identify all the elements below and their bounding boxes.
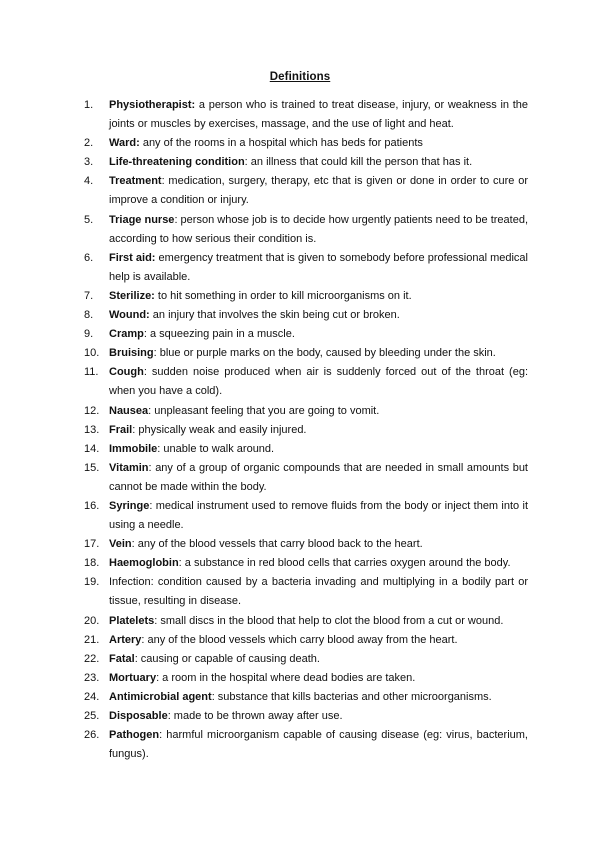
definition-item: [84, 688, 528, 707]
definition-number: 17.: [84, 538, 100, 551]
definition-item: [84, 631, 528, 650]
definition-term: Mortuary: [109, 671, 157, 684]
definition-item: [84, 211, 528, 249]
definition-term: Frail: [109, 423, 133, 436]
definition-item: [84, 96, 528, 134]
definition-term: Haemoglobin: [109, 557, 179, 570]
definition-item: [84, 535, 528, 554]
definitions-list: [84, 96, 528, 764]
definition-text: : a room in the hospital where dead bodies are taken.: [156, 671, 416, 684]
definition-term: Antimicrobial agent: [109, 690, 212, 703]
definition-item: [84, 459, 528, 497]
definition-term: Infection:: [109, 576, 154, 589]
definition-term: Ward:: [109, 137, 140, 150]
definition-number: 11.: [84, 366, 99, 379]
definition-term: Syringe: [109, 499, 150, 512]
definition-number: 9.: [84, 328, 94, 341]
definition-text: : substance that kills bacterias and other microorganisms.: [211, 690, 492, 703]
definition-item: [84, 249, 528, 287]
definition-text: : harmful microorganism capable of causing disease (eg: virus, bacterium, fungus).: [109, 729, 528, 761]
definition-number: 5.: [84, 213, 94, 226]
definition-number: 19.: [84, 576, 100, 589]
definition-number: 20.: [84, 614, 100, 627]
definition-text: : sudden noise produced when air is suddenly forced out of the throat (eg: when you have a cold).: [109, 366, 528, 398]
definition-item: [84, 669, 528, 688]
definition-item: [84, 440, 528, 459]
definition-term: Vein: [109, 538, 132, 551]
definition-term: Pathogen: [109, 729, 160, 742]
definition-number: 10.: [84, 347, 100, 360]
definition-number: 24.: [84, 690, 100, 703]
definition-item: [84, 325, 528, 344]
definition-term: Bruising: [109, 347, 154, 360]
definition-text: : person whose job is to decide how urgently patients need to be treated, according to how serious their condition is.: [109, 213, 529, 245]
definition-item: [84, 650, 528, 669]
definition-text: any of the rooms in a hospital which has beds for patients: [139, 137, 423, 150]
definition-text: emergency treatment that is given to somebody before professional medical help is available.: [109, 251, 528, 283]
definition-number: 26.: [84, 729, 100, 742]
definition-term: Vitamin: [109, 461, 149, 474]
definition-term: Artery: [109, 633, 142, 646]
definition-number: 16.: [84, 499, 100, 512]
definition-number: 3.: [84, 156, 94, 169]
definition-number: 12.: [84, 404, 100, 417]
definition-term: Life-threatening condition: [109, 156, 245, 169]
definition-item: [84, 287, 528, 306]
definition-item: [84, 172, 528, 210]
definition-term: Fatal: [109, 652, 135, 665]
definition-item: [84, 306, 528, 325]
definition-item: [84, 573, 528, 611]
definition-item: [84, 344, 528, 363]
definition-term: First aid:: [109, 251, 156, 264]
definition-number: 1.: [84, 99, 94, 111]
definition-text: : unpleasant feeling that you are going to vomit.: [148, 404, 380, 417]
definition-item: [84, 363, 528, 401]
definition-text: : blue or purple marks on the body, caused by bleeding under the skin.: [153, 347, 496, 360]
definition-text: : small discs in the blood that help to clot the blood from a cut or wound.: [154, 614, 504, 627]
definition-term: Cramp: [109, 328, 144, 341]
definition-text: an injury that involves the skin being cut or broken.: [149, 309, 400, 322]
definition-text: : any of a group of organic compounds that are needed in small amounts but cannot be made within the body.: [109, 461, 528, 493]
definition-term: Wound:: [109, 309, 150, 322]
definition-number: 18.: [84, 557, 100, 570]
definition-number: 14.: [84, 442, 100, 455]
definition-text: : any of the blood vessels that carry blood back to the heart.: [131, 538, 423, 551]
definition-item: [84, 497, 528, 535]
page-title: Definitions: [269, 71, 331, 83]
definition-number: 6.: [84, 251, 94, 264]
definition-term: Physiotherapist:: [109, 99, 196, 111]
definition-text: : medical instrument used to remove fluids from the body or inject them into it using a needle.: [109, 499, 528, 532]
definition-number: 13.: [84, 423, 100, 436]
definition-text: : physically weak and easily injured.: [132, 423, 307, 436]
definition-number: 25.: [84, 710, 100, 722]
definition-item: [84, 402, 528, 421]
definition-item: [84, 134, 528, 153]
definition-text: : an illness that could kill the person that has it.: [244, 156, 473, 169]
definition-term: Nausea: [109, 404, 149, 417]
definition-number: 8.: [84, 309, 94, 322]
definition-text: : medication, surgery, therapy, etc that is given or done in order to cure or improve a condition or injury.: [109, 175, 528, 207]
definition-item: [84, 421, 528, 440]
definition-number: 4.: [84, 175, 94, 188]
definition-text: : unable to walk around.: [157, 442, 275, 455]
definition-term: Disposable: [109, 710, 168, 722]
definition-term: Cough: [109, 366, 144, 379]
definition-item: [84, 726, 528, 764]
definition-term: Triage nurse: [109, 213, 175, 226]
definition-number: 15.: [84, 461, 100, 474]
definition-term: Immobile: [109, 442, 158, 455]
definition-term: Platelets: [109, 614, 155, 627]
definition-term: Treatment: [109, 175, 162, 188]
definition-number: 2.: [84, 137, 94, 150]
definition-text: : a squeezing pain in a muscle.: [143, 328, 295, 341]
definition-item: [84, 554, 528, 573]
definition-number: 21.: [84, 633, 100, 646]
definition-number: 23.: [84, 671, 100, 684]
definition-item: [84, 707, 528, 726]
definition-item: [84, 153, 528, 172]
definition-text: to hit something in order to kill microorganisms on it.: [154, 289, 412, 302]
definition-text: condition caused by a bacteria invading and multiplying in a bodily part or tissue, resulting in disease.: [109, 576, 528, 608]
definition-text: : any of the blood vessels which carry blood away from the heart.: [141, 633, 458, 646]
definition-text: a person who is trained to treat disease, injury, or weakness in the joints or muscles by exercises, massage, and the use of light and heat.: [109, 99, 528, 131]
definition-text: : causing or capable of causing death.: [134, 652, 320, 665]
definition-term: Sterilize:: [109, 289, 155, 302]
definition-text: : made to be thrown away after use.: [167, 710, 343, 722]
definition-text: : a substance in red blood cells that carries oxygen around the body.: [178, 557, 511, 570]
definition-number: 7.: [84, 289, 94, 302]
definition-number: 22.: [84, 652, 100, 665]
definition-item: [84, 612, 528, 631]
